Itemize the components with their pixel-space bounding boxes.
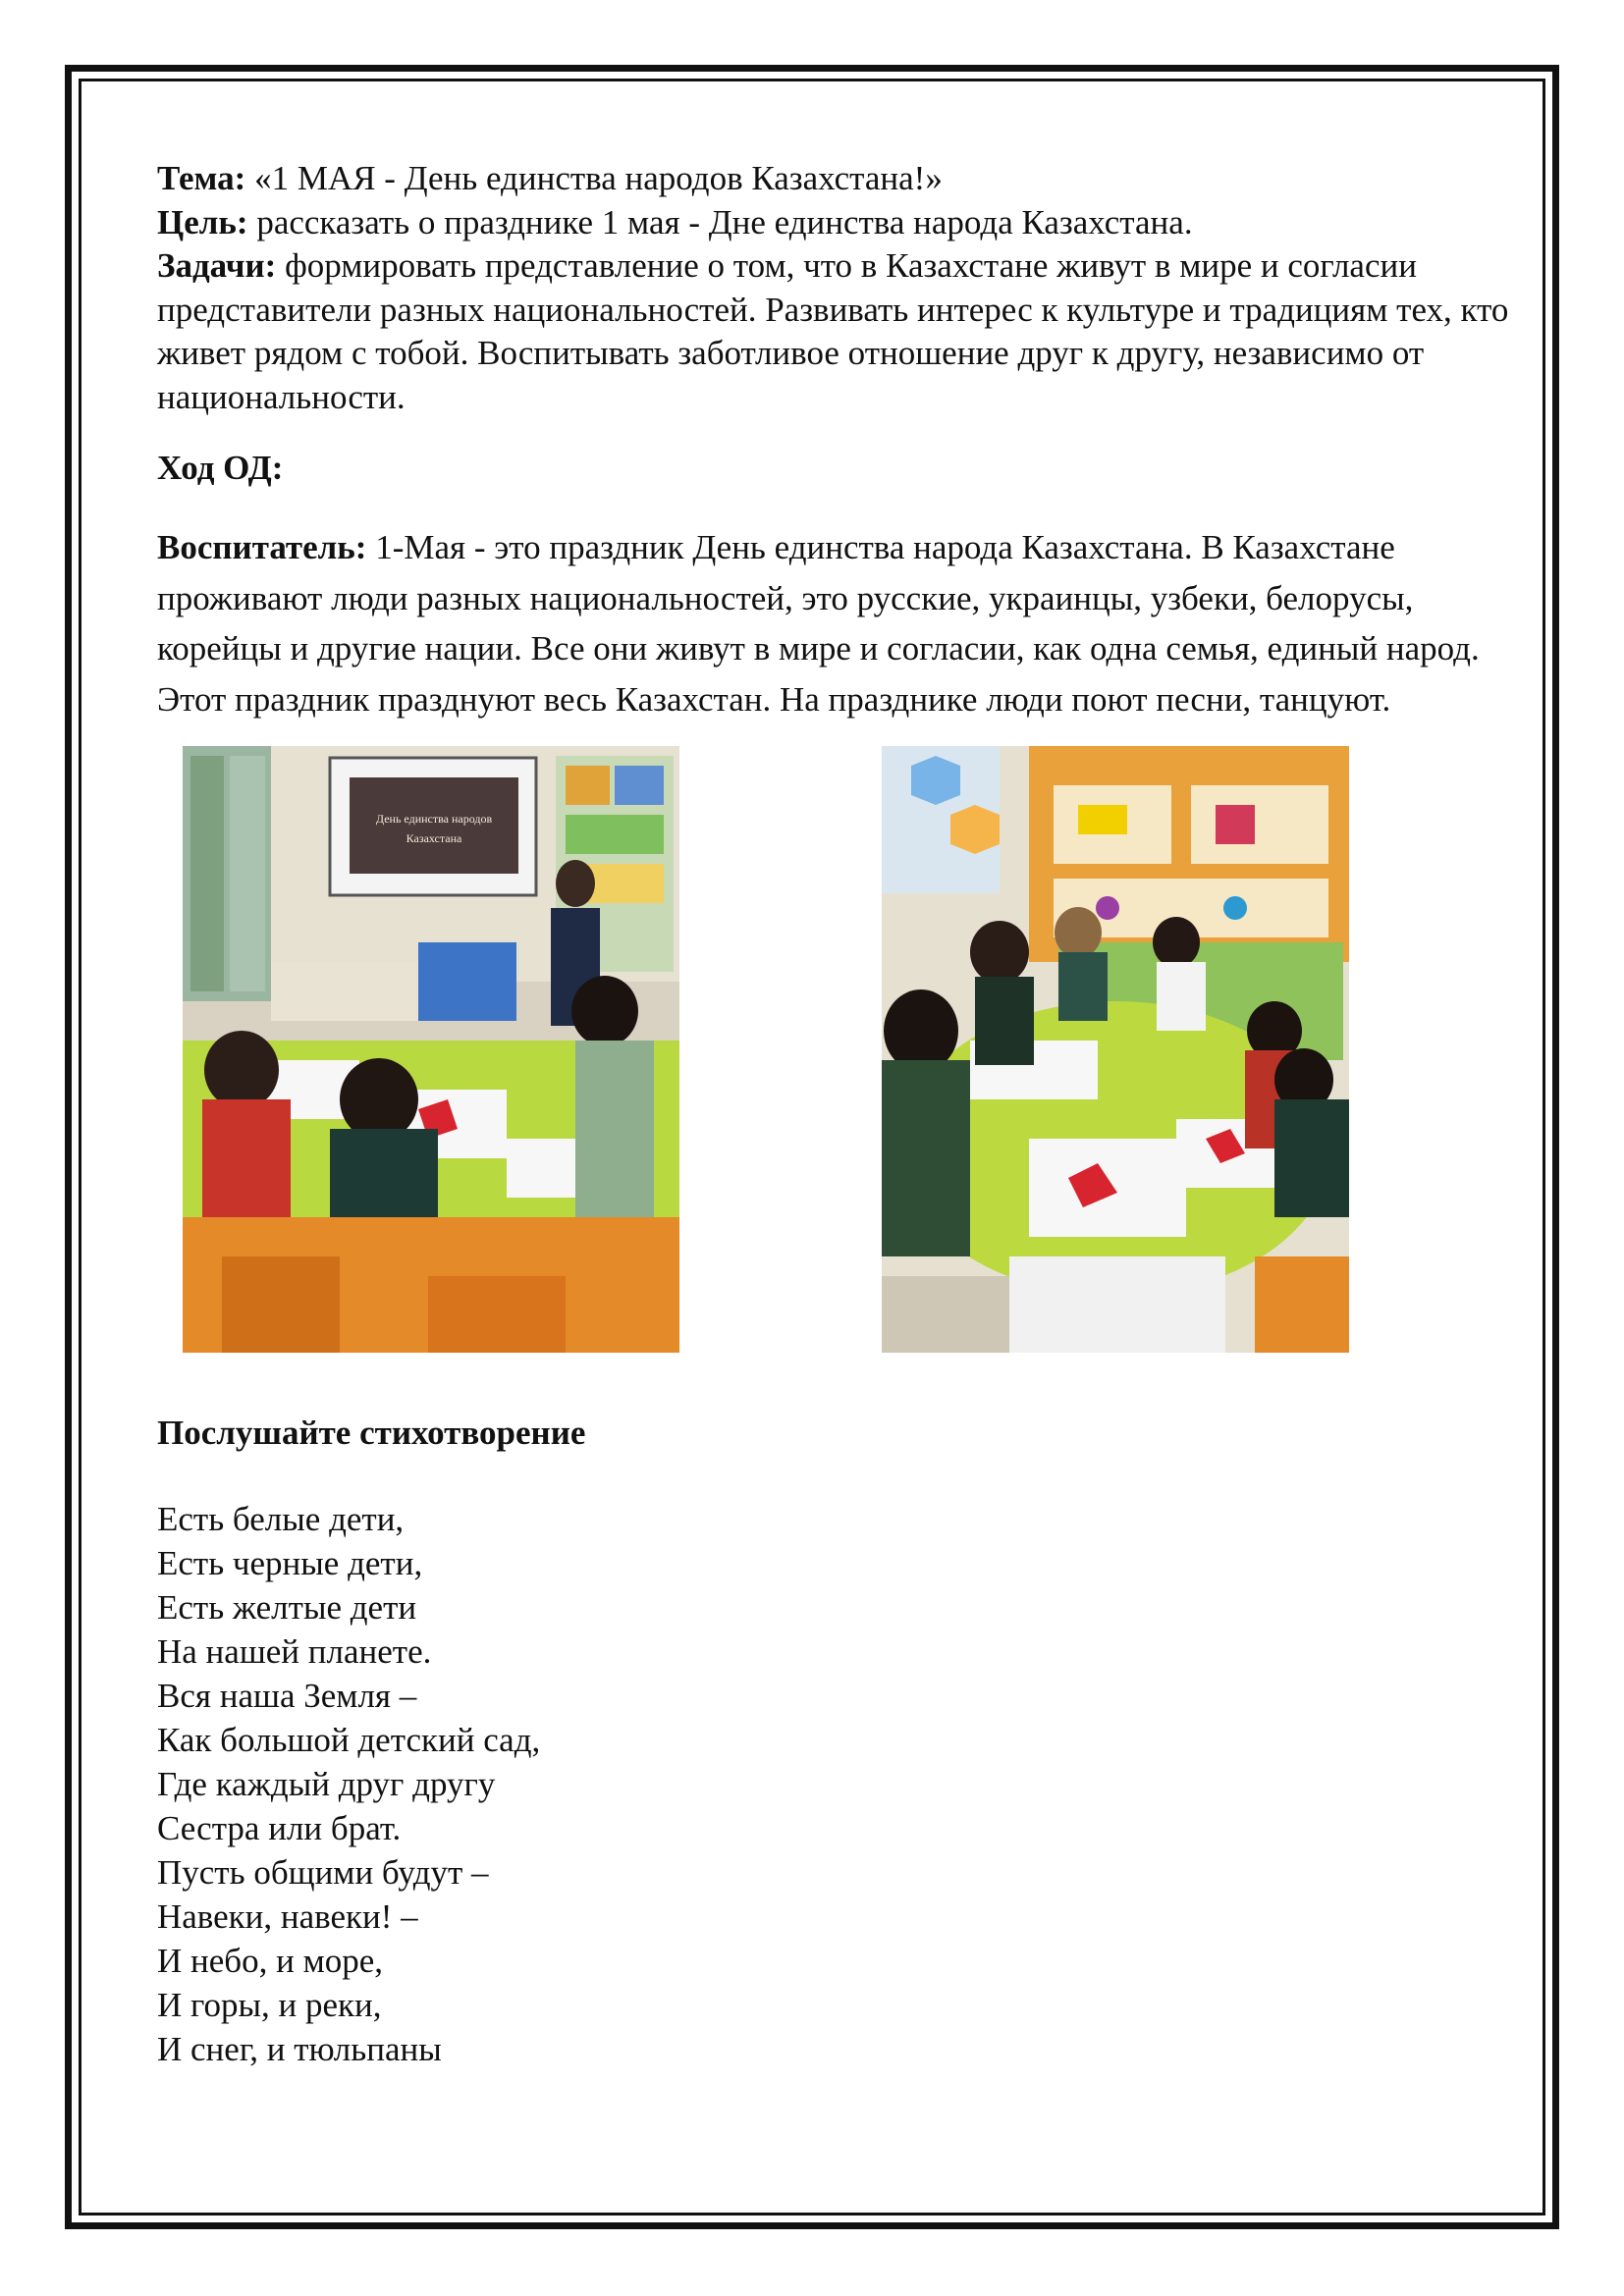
intro-block [157,157,1512,419]
zadachi-paragraph [157,244,1512,419]
poem-line: Есть белые дети, [157,1500,405,1538]
poem-heading: Послушайте стихотворение [157,1414,586,1452]
slide-line-2: Казахстана [406,831,462,845]
cel-paragraph [157,201,1512,245]
hod-od-heading: Ход ОД: [157,449,284,487]
poem-line: Навеки, навеки! – [157,1897,418,1936]
poem-line: И горы, и реки, [157,1986,382,2024]
poem-line: И небо, и море, [157,1942,384,1980]
tema-label: Тема: [157,159,246,197]
poem-line: Как большой детский сад, [157,1721,541,1759]
page-content [157,157,1512,2071]
poem-lines [157,1497,1512,2071]
classroom-photo-children [882,746,1349,1353]
slide-line-1: День единства народов [375,812,493,826]
tema-paragraph [157,157,1512,201]
teacher-text: 1-Мая - это праздник День единства народа Казахстана. В Казахстане проживают люди разных национальностей, это русские, украинцы, узбеки, белорусы, корейцы и другие нации. Все они живут в мире и согласии, как одна семья, единый народ. Этот праздник празднуют весь Казахстан. На празднике люди поют песни, танцуют. [157,528,1480,719]
poem-line: На нашей планете. [157,1632,432,1671]
classroom-photo-teacher-image [183,746,679,1353]
classroom-photo-teacher [183,746,679,1353]
cel-label: Цель: [157,202,248,241]
zadachi-label: Задачи: [157,246,277,285]
teacher-paragraph [157,522,1512,724]
photo-row [157,746,1512,1394]
classroom-photo-children-image [882,746,1349,1353]
tema-text: «1 МАЯ - День единства народов Казахстана!» [245,159,943,197]
poem-line: Есть желтые дети [157,1588,417,1627]
poem-line: Пусть общими будут – [157,1853,489,1892]
zadachi-text: формировать представление о том, что в Казахстане живут в мире и согласии представители разных национальностей. Развивать интерес к культуре и традициям тех, кто живет рядом с тобой. Воспитывать заботливое отношение друг к другу, независимо от национальности. [157,246,1509,416]
poem-line: И снег, и тюльпаны [157,2030,442,2068]
poem-line: Вся наша Земля – [157,1677,417,1715]
poem-line: Где каждый друг другу [157,1765,496,1803]
poem-line: Сестра или брат. [157,1809,402,1847]
teacher-label: Воспитатель: [157,528,367,566]
cel-text: рассказать о празднике 1 мая - Дне единства народа Казахстана. [247,202,1193,241]
poem-line: Есть черные дети, [157,1544,423,1582]
